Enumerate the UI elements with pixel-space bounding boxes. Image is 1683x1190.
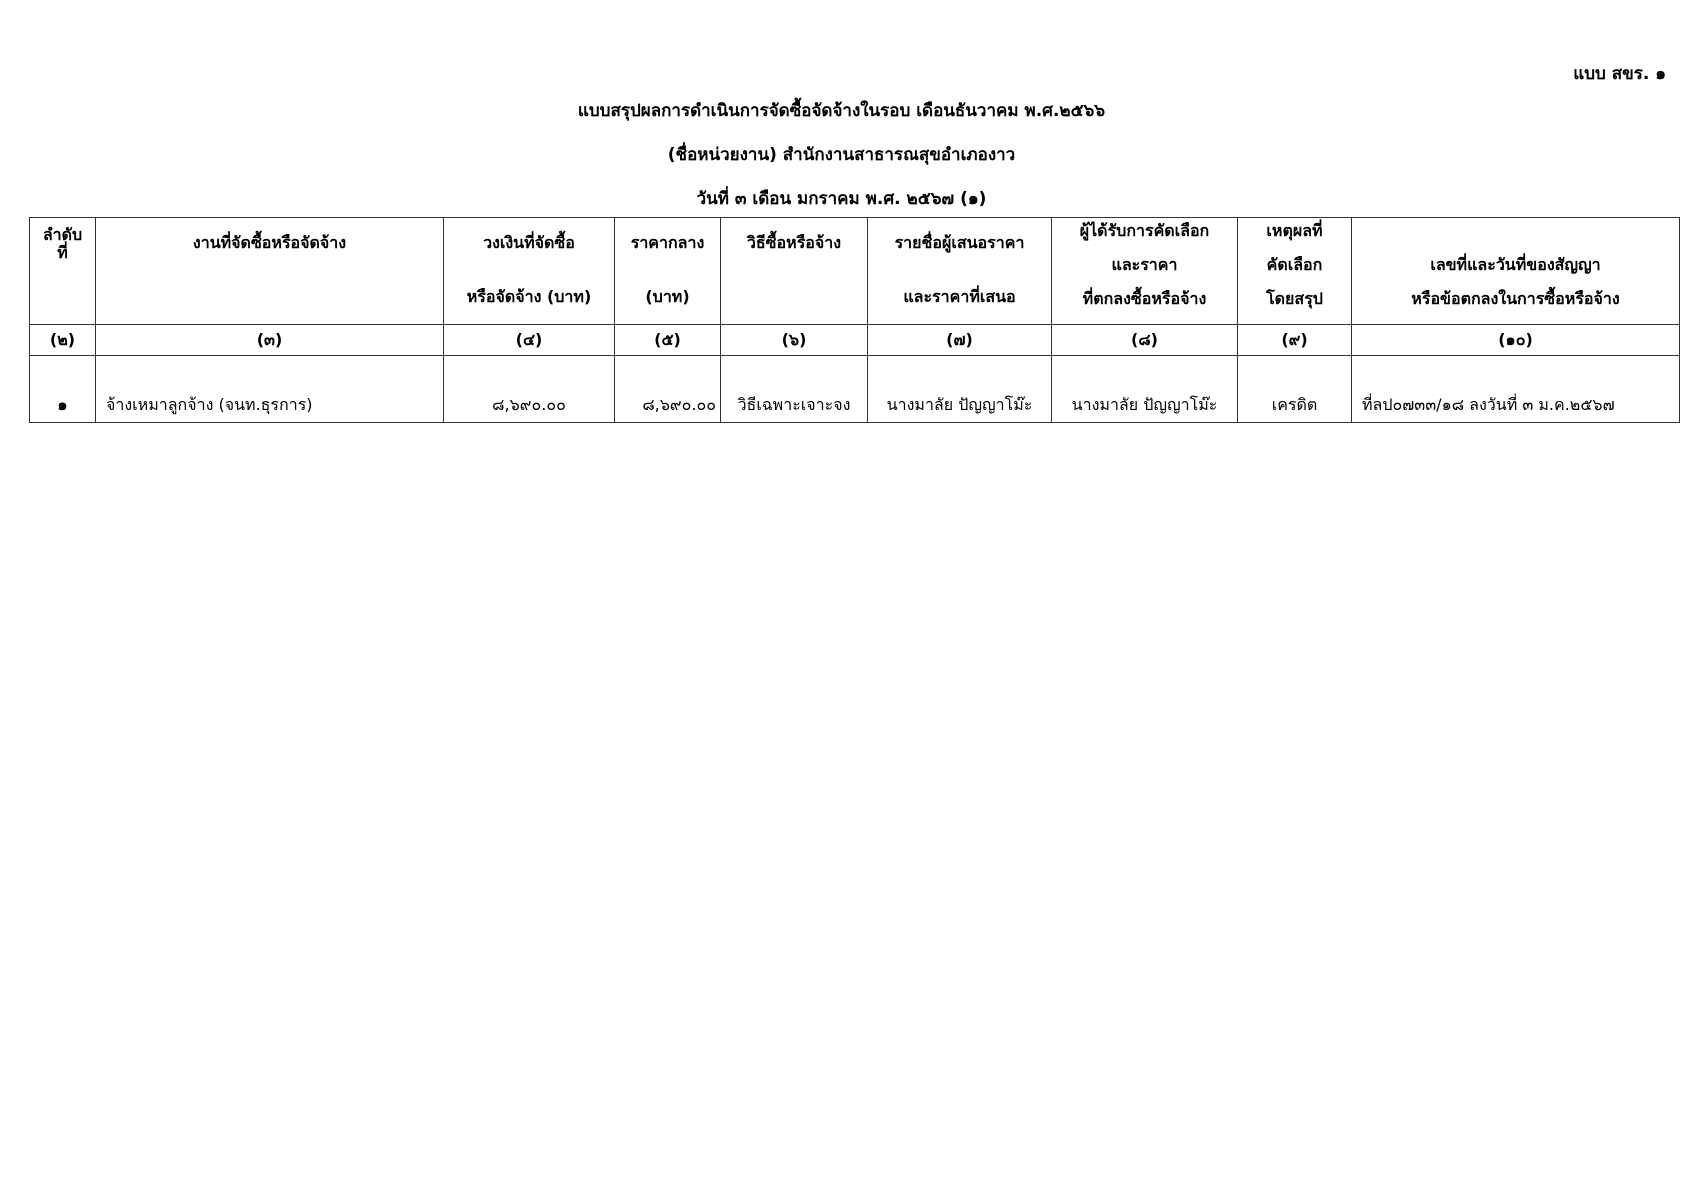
cell-work: จ้างเหมาลูกจ้าง (จนท.ธุรการ) xyxy=(96,356,444,423)
column-number: (๖) xyxy=(721,325,868,356)
document-title: แบบสรุปผลการดำเนินการจัดซื้อจัดจ้างในรอบ เดือนธันวาคม พ.ศ.๒๕๖๖ xyxy=(577,101,1106,121)
form-code: แบบ สขร. ๑ xyxy=(1573,64,1666,84)
table-header-row xyxy=(30,218,1680,325)
document-date: วันที่ ๓ เดือน มกราคม พ.ศ. ๒๕๖๗ (๑) xyxy=(696,189,987,209)
header-no: ลำดับ ที่ xyxy=(30,218,96,325)
cell-selected: นางมาลัย ปัญญาโม๊ะ xyxy=(1052,356,1238,423)
procurement-summary-table xyxy=(29,217,1680,423)
column-number-row xyxy=(30,325,1680,356)
header-median-price: ราคากลาง (บาท) xyxy=(615,218,721,325)
header-reason: เหตุผลที่ คัดเลือก โดยสรุป xyxy=(1238,218,1352,325)
header-work: งานที่จัดซื้อหรือจัดจ้าง xyxy=(96,218,444,325)
cell-method: วิธีเฉพาะเจาะจง xyxy=(721,356,868,423)
cell-reason: เครดิต xyxy=(1238,356,1352,423)
header-bidders: รายชื่อผู้เสนอราคา และราคาที่เสนอ xyxy=(868,218,1052,325)
header-budget: วงเงินที่จัดซื้อ หรือจัดจ้าง (บาท) xyxy=(444,218,615,325)
header-method: วิธีซื้อหรือจ้าง xyxy=(721,218,868,325)
agency-name: (ชื่อหน่วยงาน) สำนักงานสาธารณสุขอำเภองาว xyxy=(667,145,1016,165)
column-number: (๘) xyxy=(1052,325,1238,356)
cell-contract: ที่ลป๐๗๓๓/๑๘ ลงวันที่ ๓ ม.ค.๒๕๖๗ xyxy=(1352,356,1680,423)
header-contract: เลขที่และวันที่ของสัญญา หรือข้อตกลงในการซื้อหรือจ้าง xyxy=(1352,218,1680,325)
column-number: (๑๐) xyxy=(1352,325,1680,356)
cell-median-price: ๘,๖๙๐.๐๐ xyxy=(615,356,721,423)
column-number: (๔) xyxy=(444,325,615,356)
header-selected: ผู้ได้รับการคัดเลือก และราคา ที่ตกลงซื้อหรือจ้าง xyxy=(1052,218,1238,325)
column-number: (๕) xyxy=(615,325,721,356)
cell-bidders: นางมาลัย ปัญญาโม๊ะ xyxy=(868,356,1052,423)
column-number: (๙) xyxy=(1238,325,1352,356)
column-number: (๓) xyxy=(96,325,444,356)
column-number: (๗) xyxy=(868,325,1052,356)
cell-no: ๑ xyxy=(30,356,96,423)
cell-budget: ๘,๖๙๐.๐๐ xyxy=(444,356,615,423)
table-row xyxy=(30,356,1680,423)
column-number: (๒) xyxy=(30,325,96,356)
